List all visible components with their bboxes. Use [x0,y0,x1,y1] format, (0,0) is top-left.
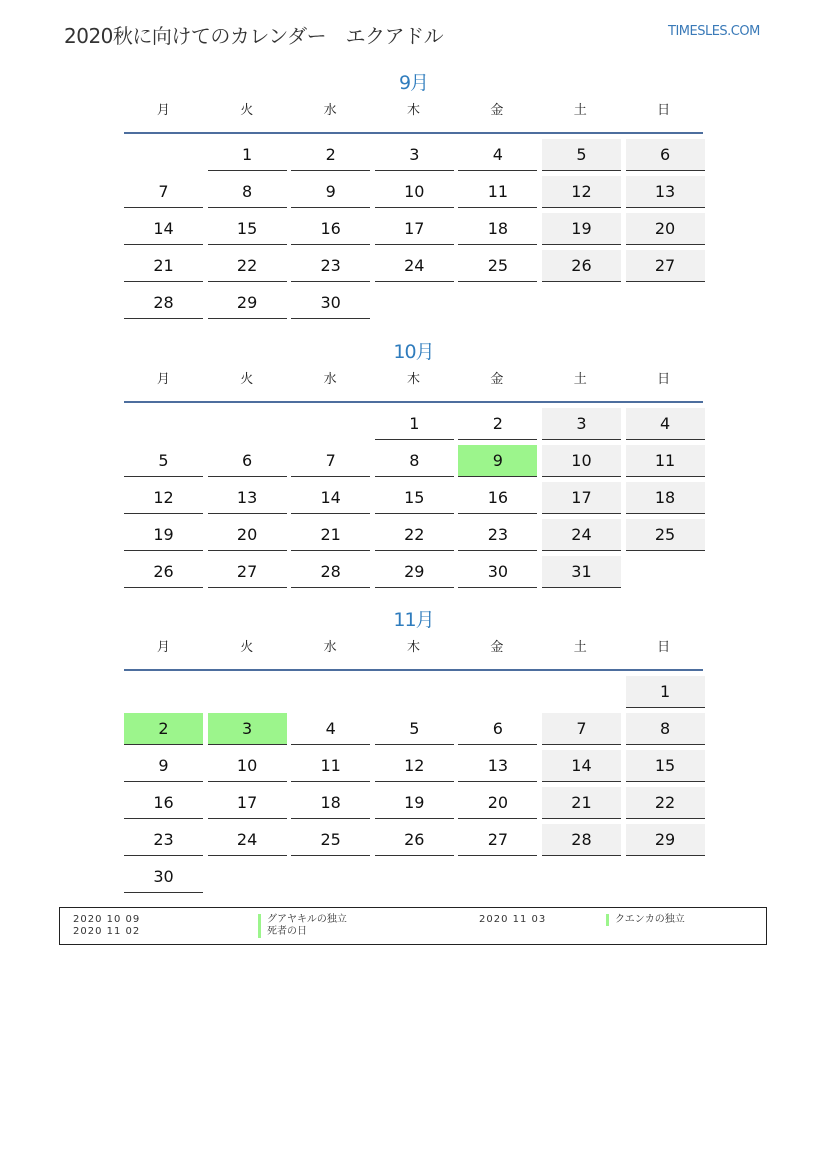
day-cell: 23 [458,519,537,551]
weekday-label: 金 [490,372,504,387]
day-cell: 7 [542,713,621,745]
legend-date: 2020 10 09 [73,914,141,925]
day-cell: 14 [291,482,370,514]
page-title: 2020秋に向けてのカレンダー エクアドル [64,24,444,48]
day-cell: 26 [375,824,454,856]
day-cell: 5 [375,713,454,745]
day-cell: 24 [208,824,287,856]
empty-cell [208,408,287,439]
day-cell: 6 [458,713,537,745]
day-cell: 13 [208,482,287,514]
weekday-label: 日 [657,372,671,387]
weekday-label: 火 [240,372,254,387]
header-divider [124,132,703,134]
day-cell: 24 [542,519,621,551]
day-cell: 18 [291,787,370,819]
day-cell: 31 [542,556,621,588]
weekday-label: 日 [657,640,671,655]
weekday-label: 火 [240,640,254,655]
day-cell: 8 [208,176,287,208]
day-cell: 28 [542,824,621,856]
legend-holiday-name: 死者の日 [258,926,307,938]
day-cell: 22 [626,787,705,819]
day-cell: 3 [542,408,621,440]
legend-date: 2020 11 02 [73,926,141,937]
day-cell: 10 [542,445,621,477]
day-cell: 1 [626,676,705,708]
day-cell: 17 [375,213,454,245]
day-cell: 15 [626,750,705,782]
day-cell: 22 [208,250,287,282]
month-november [124,607,703,898]
empty-cell [291,676,370,707]
day-cell: 5 [124,445,203,477]
day-cell: 26 [124,556,203,588]
day-cell: 14 [542,750,621,782]
day-cell: 26 [542,250,621,282]
day-cell: 16 [291,213,370,245]
day-cell: 29 [626,824,705,856]
day-cell: 8 [375,445,454,477]
day-cell: 4 [291,713,370,745]
day-cell: 23 [124,824,203,856]
weekday-label: 金 [490,640,504,655]
day-cell: 7 [291,445,370,477]
day-cell: 21 [542,787,621,819]
day-cell: 8 [626,713,705,745]
day-cell: 18 [458,213,537,245]
day-cell: 28 [124,287,203,319]
day-cell: 21 [291,519,370,551]
day-cell: 11 [458,176,537,208]
day-cell: 30 [291,287,370,319]
holiday-legend [59,907,767,945]
site-link[interactable]: TIMESLES.COM [668,24,760,39]
month-october [124,339,703,593]
day-cell: 25 [291,824,370,856]
day-cell: 16 [124,787,203,819]
weekday-label: 木 [407,372,421,387]
day-cell: 14 [124,213,203,245]
day-cell: 25 [458,250,537,282]
day-cell: 5 [542,139,621,171]
day-cell: 16 [458,482,537,514]
holiday-day-cell: 9 [458,445,537,477]
day-cell: 27 [208,556,287,588]
day-cell: 9 [124,750,203,782]
day-cell: 12 [124,482,203,514]
header-divider [124,401,703,403]
day-cell: 28 [291,556,370,588]
empty-cell [124,139,203,170]
day-cell: 19 [124,519,203,551]
day-cell: 2 [291,139,370,171]
weekday-label: 水 [323,103,337,118]
header-divider [124,669,703,671]
day-cell: 17 [542,482,621,514]
weekday-header [124,639,703,669]
day-cell: 3 [375,139,454,171]
empty-cell [124,408,203,439]
day-cell: 9 [291,176,370,208]
month-september [124,70,703,324]
day-cell: 11 [291,750,370,782]
empty-cell [458,676,537,707]
day-cell: 13 [458,750,537,782]
empty-cell [124,676,203,707]
weekday-label: 火 [240,103,254,118]
weekday-label: 水 [323,640,337,655]
day-grid [124,139,703,324]
weekday-label: 月 [156,372,170,387]
day-cell: 15 [375,482,454,514]
empty-cell [542,676,621,707]
day-cell: 23 [291,250,370,282]
empty-cell [375,676,454,707]
month-title: 10月 [393,341,434,363]
day-cell: 4 [458,139,537,171]
month-title: 11月 [393,609,434,631]
day-cell: 10 [375,176,454,208]
day-cell: 30 [458,556,537,588]
day-cell: 18 [626,482,705,514]
day-cell: 6 [626,139,705,171]
day-cell: 25 [626,519,705,551]
day-cell: 27 [626,250,705,282]
day-cell: 20 [626,213,705,245]
day-cell: 13 [626,176,705,208]
day-cell: 10 [208,750,287,782]
weekday-label: 土 [573,103,587,118]
empty-cell [208,676,287,707]
weekday-label: 木 [407,103,421,118]
weekday-label: 月 [156,640,170,655]
day-cell: 12 [375,750,454,782]
day-cell: 20 [208,519,287,551]
weekday-header [124,102,703,132]
day-cell: 19 [542,213,621,245]
day-cell: 20 [458,787,537,819]
day-cell: 29 [208,287,287,319]
holiday-day-cell: 3 [208,713,287,745]
day-cell: 17 [208,787,287,819]
day-cell: 30 [124,861,203,893]
day-cell: 29 [375,556,454,588]
day-cell: 22 [375,519,454,551]
day-cell: 4 [626,408,705,440]
day-grid [124,676,703,898]
weekday-label: 金 [490,103,504,118]
weekday-label: 木 [407,640,421,655]
legend-date: 2020 11 03 [479,914,547,925]
day-cell: 27 [458,824,537,856]
day-cell: 7 [124,176,203,208]
weekday-label: 水 [323,372,337,387]
month-title: 9月 [398,72,429,94]
day-cell: 21 [124,250,203,282]
legend-holiday-name: クエンカの独立 [606,914,685,926]
weekday-label: 土 [573,640,587,655]
day-cell: 11 [626,445,705,477]
weekday-label: 日 [657,103,671,118]
day-cell: 1 [375,408,454,440]
day-grid [124,408,703,593]
empty-cell [291,408,370,439]
day-cell: 24 [375,250,454,282]
weekday-label: 月 [156,103,170,118]
day-cell: 6 [208,445,287,477]
day-cell: 12 [542,176,621,208]
day-cell: 1 [208,139,287,171]
day-cell: 19 [375,787,454,819]
legend-holiday-name: グアヤキルの独立 [258,914,347,926]
weekday-header [124,371,703,401]
weekday-label: 土 [573,372,587,387]
holiday-day-cell: 2 [124,713,203,745]
day-cell: 2 [458,408,537,440]
day-cell: 15 [208,213,287,245]
